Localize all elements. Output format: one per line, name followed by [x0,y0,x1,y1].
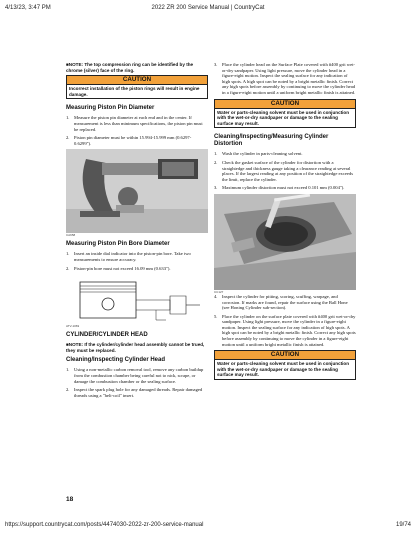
left-column [66,62,208,401]
caution-box [66,75,208,99]
step [214,294,356,311]
step [214,160,356,182]
step-number: 4. [214,293,218,299]
step-number: 2. [66,265,70,271]
step-text: Piston pin diameter must be within 15.994-15.999 mm (0.6297-0.6299"). [74,135,192,146]
page-number: 18 [66,496,74,503]
step-number: 5. [214,313,218,319]
step-text: Place the cylinder head on the Surface Plate covered with #400 grit wet-or-dry sandpaper. Using light pressure, move the cylinder head in a figure-eight motion. Inspect the sealing surface for any indication of high spots. A high spot can be noted by a bright metallic finish. Correct any high spots before assembly by continuing to move the cylinder head in a figure-eight motion until a uniform bright metallic finish is attained. [222,62,356,95]
step [66,135,208,146]
step-number: 3. [214,185,218,191]
step-text: Piston-pin bore must not exceed 16.09 mm (0.633"). [74,265,171,271]
step-number: 1. [66,367,70,373]
note-label: ■NOTE: [66,62,84,67]
section-title: Cleaning/Inspecting/Measuring Cylinder Distortion [214,134,329,148]
step-text: Place the cylinder on the surface plate covered with #400 grit wet-or-dry sandpaper. Using light pressure, move the cylinder in a figure-eight motion. Inspect the sealing surface for any indication of high spots. A high spot can be noted by a bright metallic finish. Correct any high spots before assembly by continuing to move the cylinder in a figure-eight motion until a uniform bright metallic finish is attained. [222,313,356,347]
print-header [5,5,411,15]
right-column [214,62,356,386]
section-title: Measuring Piston Pin Diameter [66,105,155,112]
step-number: 2. [214,159,218,165]
section-title: CYLINDER/CYLINDER HEAD [66,332,148,339]
figure-code: CC127 [214,289,224,294]
caution-text: Water or parts-cleaning solvent must be used in conjunction with the wet-or-dry sandpaper or damage to the sealing surface may result. [217,361,350,378]
step [66,367,208,384]
print-page-count: 19/74 [395,522,411,528]
step-number: 1. [214,151,218,157]
step [66,387,208,398]
micrometer-illustration [66,149,208,233]
note-compression-ring [66,62,208,73]
step [214,314,356,348]
step-number: 3. [214,62,218,67]
step-number: 2. [66,387,70,393]
section-title: Measuring Piston Pin Bore Diameter [66,241,170,248]
step [214,62,356,96]
micrometer-photo [66,149,208,233]
note-text: If the cylinder/cylinder head assembly cannot be trued, they must be replaced. [66,342,205,353]
cylinder-illustration [214,194,356,290]
step [214,151,356,157]
print-datetime: 4/13/23, 3:47 PM [5,5,51,11]
step-text: Wash the cylinder in parts-cleaning solvent. [222,151,303,157]
note-cylinder-head [66,342,208,353]
step-text: Inspect the spark plug hole for any damaged threads. Repair damaged threads using a "heli-coil" insert. [74,387,203,398]
step [214,185,356,191]
print-title: 2022 ZR 200 Service Manual | CountryCat [151,5,265,11]
print-url[interactable]: https://support.countrycat.com/posts/4474030-2022-zr-200-service-manual [5,522,204,528]
caution-box [214,350,356,380]
piston-diagram [66,274,208,324]
cylinder-photo [214,194,356,290]
caution-heading: CAUTION [215,351,355,360]
step [66,251,208,262]
step-number: 1. [66,115,70,121]
section-title: Cleaning/Inspecting Cylinder Head [66,357,166,364]
step [66,115,208,132]
figure-code: ATV-1069 [66,324,80,329]
step-text: Using a non-metallic carbon removal tool, remove any carbon buildup from the combustion chamber being careful not to nick, scrape, or damage the combustion chamber or the sealing surface. [74,367,204,384]
step-number: 2. [66,135,70,141]
note-text: The top compression ring can be identified by the chrome (silver) face of the ring. [66,62,194,73]
step [66,266,208,272]
note-label: ■NOTE: [66,342,84,348]
caution-heading: CAUTION [215,100,355,109]
caution-box [214,99,356,129]
caution-text: Water or parts-cleaning solvent must be used in conjunction with the wet-or-dry sandpaper or damage to the sealing surface may result. [217,109,350,126]
piston-line-art [66,274,208,324]
step-text: Check the gasket surface of the cylinder for distortion with a straightedge and thickness gauge taking a clearance reading at several places. If the largest reading at any position of the straightedge exceeds the limit, replace the cylinder. [222,159,354,182]
step-text: Inspect the cylinder for pitting, scoring, scuffing, warpage, and corrosion. If marks are found, repair the surface using the Ball Hone (see Honing Cylinder sub-section). [222,293,348,311]
step-text: Maximum cylinder distortion must not exceed 0.101 mm (0.004"). [222,185,345,191]
step-text: Measure the piston pin diameter at each end and in the center. If measurement is less than minimum specifications, the piston pin must be replaced. [74,115,203,132]
figure-code: CA658 [66,233,76,238]
step-number: 1. [66,251,70,257]
caution-text: Incorrect installation of the piston rings will result in engine damage. [69,86,200,97]
caution-heading: CAUTION [67,76,207,85]
print-footer [5,522,411,532]
step-text: Insert an inside dial indicator into the piston-pin bore. Take two measurements to ensure accuracy. [74,251,191,262]
